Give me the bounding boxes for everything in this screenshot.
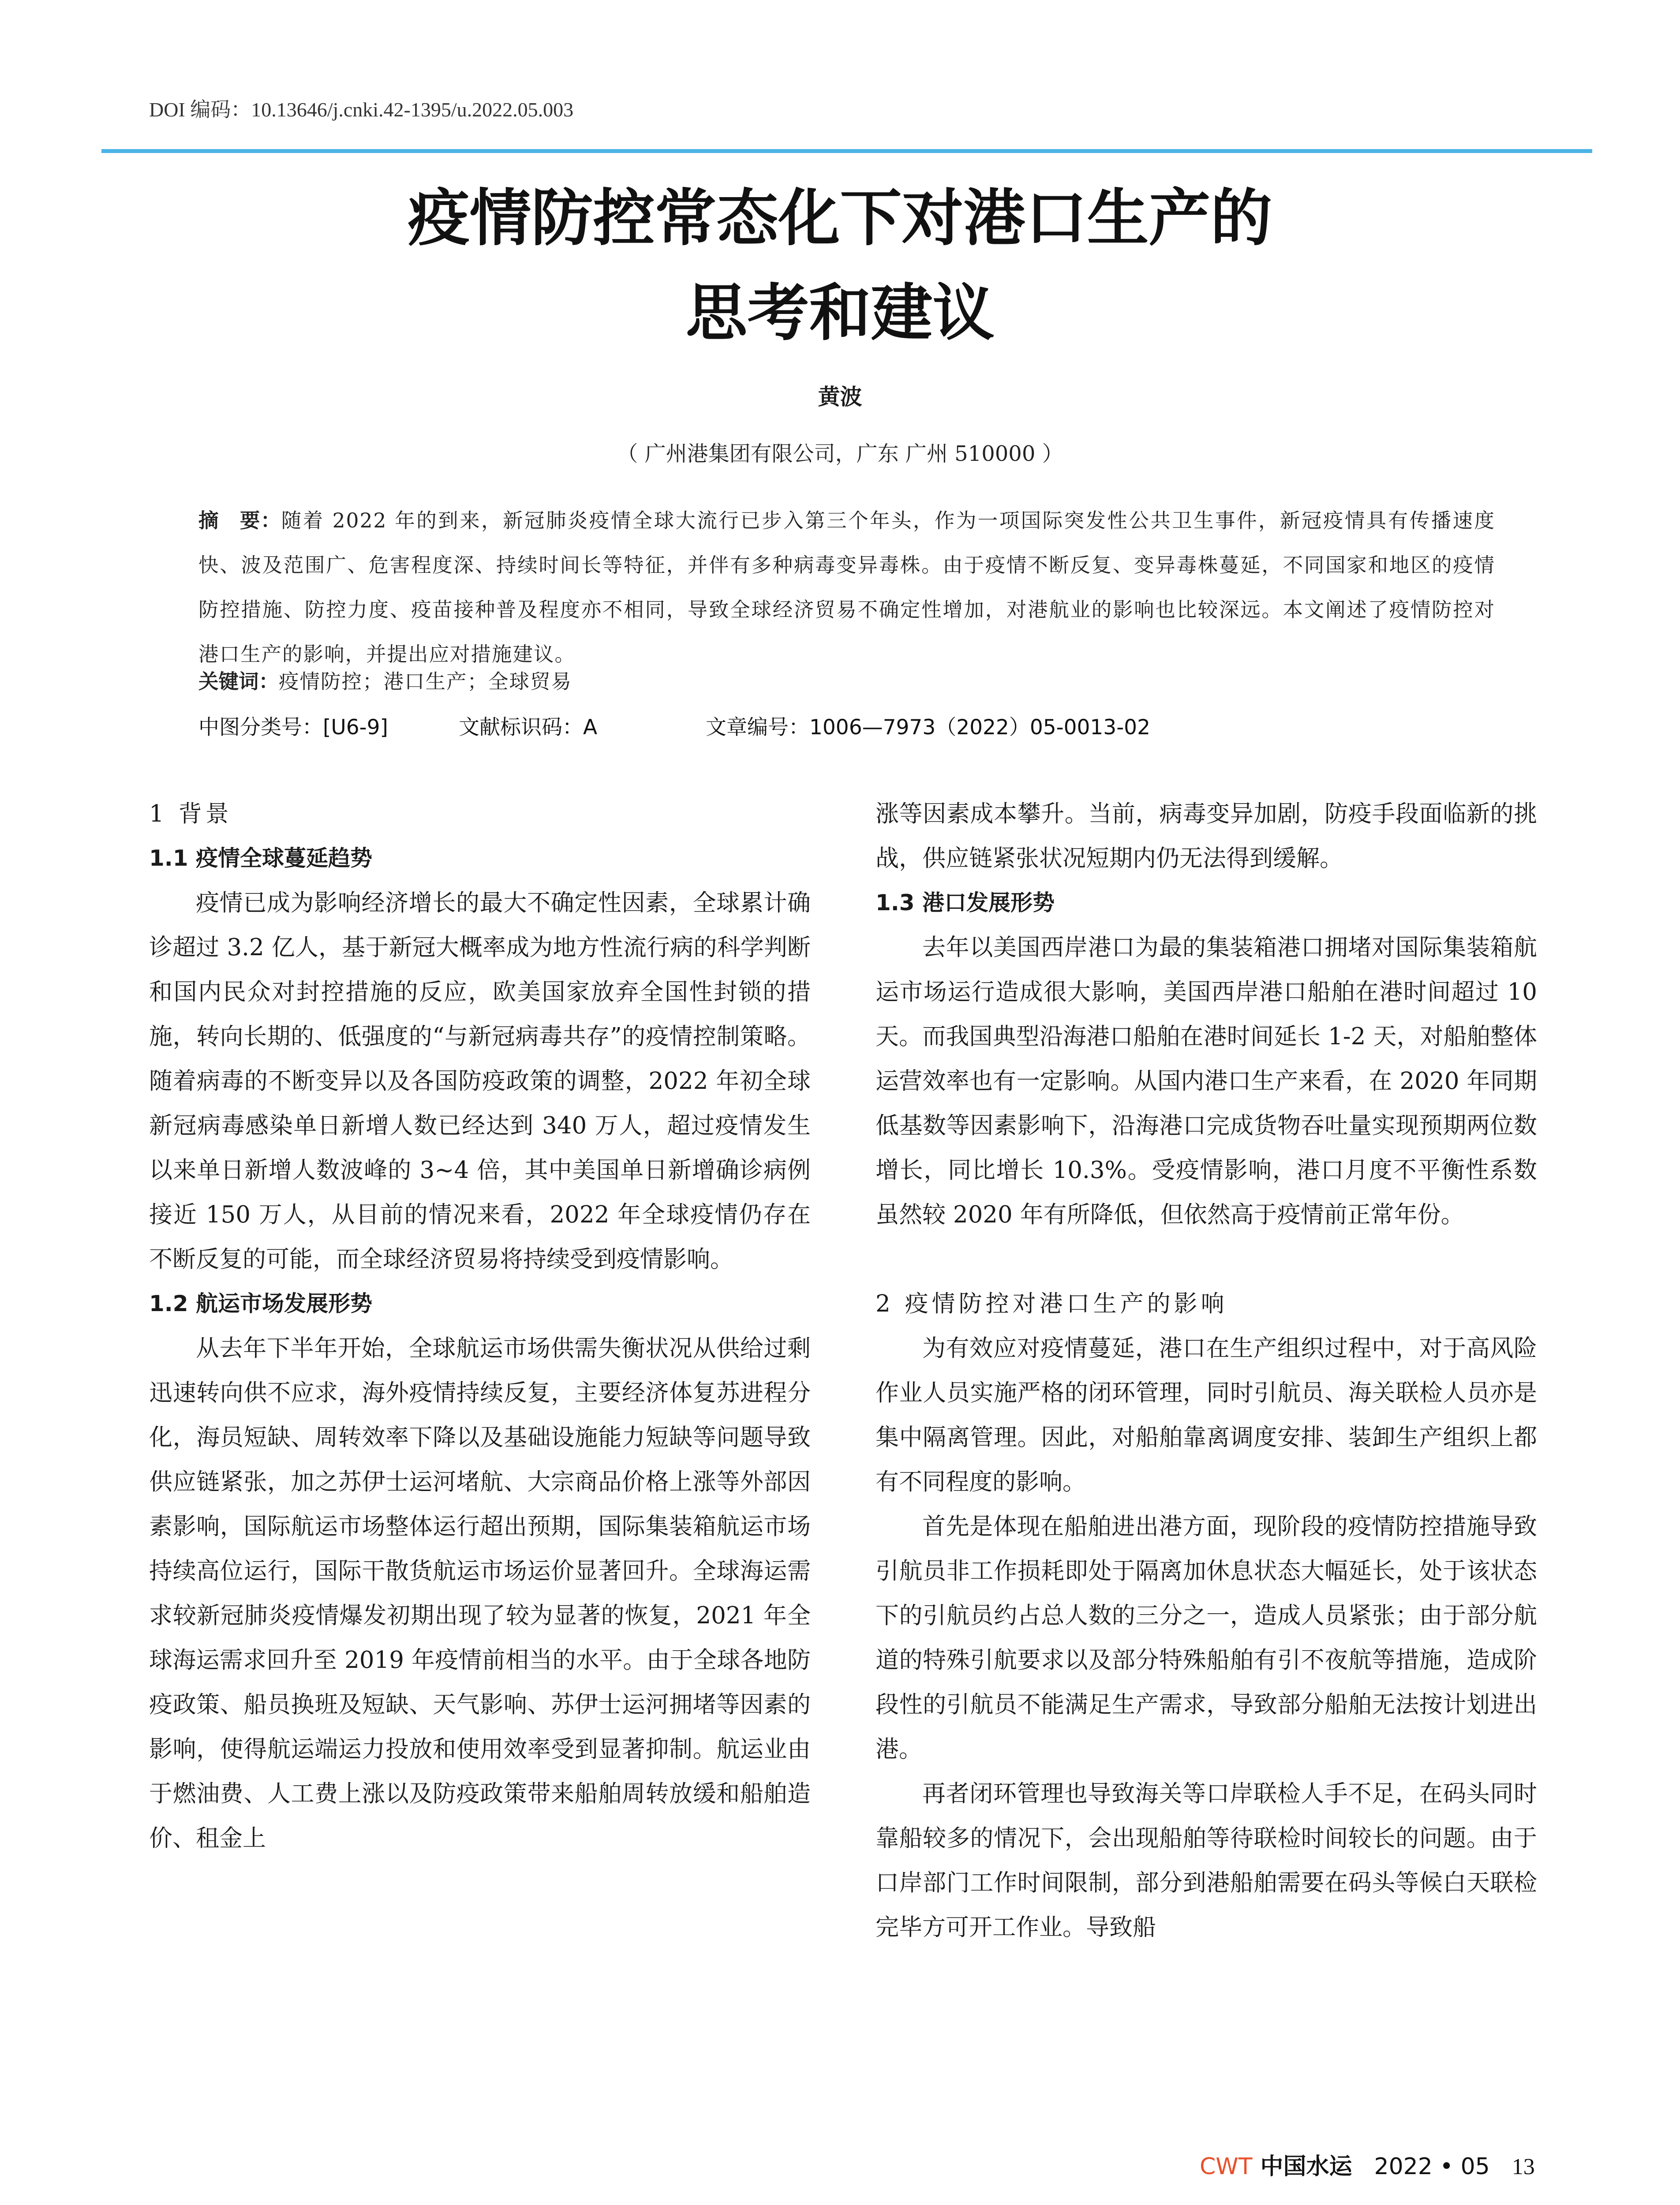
subsection-heading-1-2: 1.2 航运市场发展形势: [149, 1291, 372, 1316]
paragraph: 去年以美国西岸港口为最的集装箱港口拥堵对国际集装箱航运市场运行造成很大影响，美国西岸港口船舶在港时间超过 10 天。而我国典型沿海港口船舶在港时间延长 1-2 天，对船舶整体运营效率也有一定影响。从国内港口生产来看，在 2020 年同期低基数等因素影响下，沿海港口完成货物吞吐量实现预期两位数增长，同比增长 10.3%。受疫情影响，港口月度不平衡性系数虽然较 2020 年有所降低，但依然高于疫情前正常年份。: [876, 934, 1537, 1228]
abstract-label: 摘 要：: [198, 509, 281, 532]
left-column: [149, 792, 811, 1861]
document-code: 文献标识码：A: [459, 715, 598, 740]
keywords-label: 关键词：: [198, 670, 279, 693]
title-line-2: 思考和建议: [685, 277, 995, 349]
keywords-text: 疫情防控；港口生产；全球贸易: [279, 670, 572, 693]
page-footer: [1200, 2148, 1535, 2181]
abstract-text: 随着 2022 年的到来，新冠肺炎疫情全球大流行已步入第三个年头，作为一项国际突发性公共卫生事件，新冠疫情具有传播速度快、波及范围广、危害程度深、持续时间长等特征，并伴有多种病毒变异毒株。由于疫情不断反复、变异毒株蔓延，不同国家和地区的疫情防控措施、防控力度、疫苗接种普及程度亦不相同，导致全球经济贸易不确定性增加，对港航业的影响也比较深远。本文阐述了疫情防控对港口生产的影响，并提出应对措施建议。: [198, 509, 1495, 666]
keywords: [198, 666, 572, 695]
issue-number: 2022 • 05: [1374, 2153, 1490, 2180]
doi-code: DOI 编码：10.13646/j.cnki.42-1395/u.2022.05.003: [149, 98, 574, 121]
article-number: 文章编号：1006—7973（2022）05-0013-02: [706, 715, 1150, 740]
title-line-1: 疫情防控常态化下对港口生产的: [408, 182, 1272, 254]
section-heading-2: 2 疫情防控对港口生产的影响: [876, 1290, 1228, 1317]
section-heading-1: 1 背景: [149, 800, 232, 827]
clc-number: 中图分类号：[U6-9]: [198, 715, 388, 740]
header-rule: [101, 149, 1592, 153]
subsection-heading-1-3: 1.3 港口发展形势: [876, 890, 1055, 916]
paragraph: 为有效应对疫情蔓延，港口在生产组织过程中，对于高风险作业人员实施严格的闭环管理，同时引航员、海关联检人员亦是集中隔离管理。因此，对船舶靠离调度安排、装卸生产组织上都有不同程度的影响。: [876, 1335, 1537, 1495]
paragraph: 疫情已成为影响经济增长的最大不确定性因素，全球累计确诊超过 3.2 亿人，基于新冠大概率成为地方性流行病的科学判断和国内民众对封控措施的反应，欧美国家放弃全国性封锁的措施，转向长期的、低强度的“与新冠病毒共存”的疫情控制策略。随着病毒的不断变异以及各国防疫政策的调整，2022 年初全球新冠病毒感染单日新增人数已经达到 340 万人，超过疫情发生以来单日新增人数波峰的 3~4 倍，其中美国单日新增确诊病例接近 150 万人，从目前的情况来看，2022 年全球疫情仍存在不断反复的可能，而全球经济贸易将持续受到疫情影响。: [149, 889, 811, 1273]
author: 黄波: [818, 384, 862, 410]
paragraph: 再者闭环管理也导致海关等口岸联检人手不足，在码头同时靠船较多的情况下，会出现船舶等待联检时间较长的问题。由于口岸部门工作时间限制，部分到港船舶需要在码头等候白天联检完毕方可开工作业。导致船: [876, 1780, 1537, 1941]
journal-logo: CWT: [1200, 2153, 1253, 2180]
journal-name: 中国水运: [1260, 2153, 1352, 2180]
subsection-heading-1-1: 1.1 疫情全球蔓延趋势: [149, 845, 372, 871]
right-column: [876, 792, 1537, 1950]
abstract: [198, 498, 1495, 676]
paragraph: 涨等因素成本攀升。当前，病毒变异加剧，防疫手段面临新的挑战，供应链紧张状况短期内仍无法得到缓解。: [876, 800, 1537, 872]
page-number: 13: [1512, 2154, 1535, 2179]
affiliation: （ 广州港集团有限公司，广东 广州 510000 ）: [617, 441, 1063, 466]
paragraph: 从去年下半年开始，全球航运市场供需失衡状况从供给过剩迅速转向供不应求，海外疫情持续反复，主要经济体复苏进程分化，海员短缺、周转效率下降以及基础设施能力短缺等问题导致供应链紧张，加之苏伊士运河堵航、大宗商品价格上涨等外部因素影响，国际航运市场整体运行超出预期，国际集装箱航运市场持续高位运行，国际干散货航运市场运价显著回升。全球海运需求较新冠肺炎疫情爆发初期出现了较为显著的恢复，2021 年全球海运需求回升至 2019 年疫情前相当的水平。由于全球各地防疫政策、船员换班及短缺、天气影响、苏伊士运河拥堵等因素的影响，使得航运端运力投放和使用效率受到显著抑制。航运业由于燃油费、人工费上涨以及防疫政策带来船舶周转放缓和船舶造价、租金上: [149, 1335, 811, 1852]
paragraph: 首先是体现在船舶进出港方面，现阶段的疫情防控措施导致引航员非工作损耗即处于隔离加休息状态大幅延长，处于该状态下的引航员约占总人数的三分之一，造成人员紧张；由于部分航道的特殊引航要求以及部分特殊船舶有引不夜航等措施，造成阶段性的引航员不能满足生产需求，导致部分船舶无法按计划进出港。: [876, 1513, 1537, 1763]
